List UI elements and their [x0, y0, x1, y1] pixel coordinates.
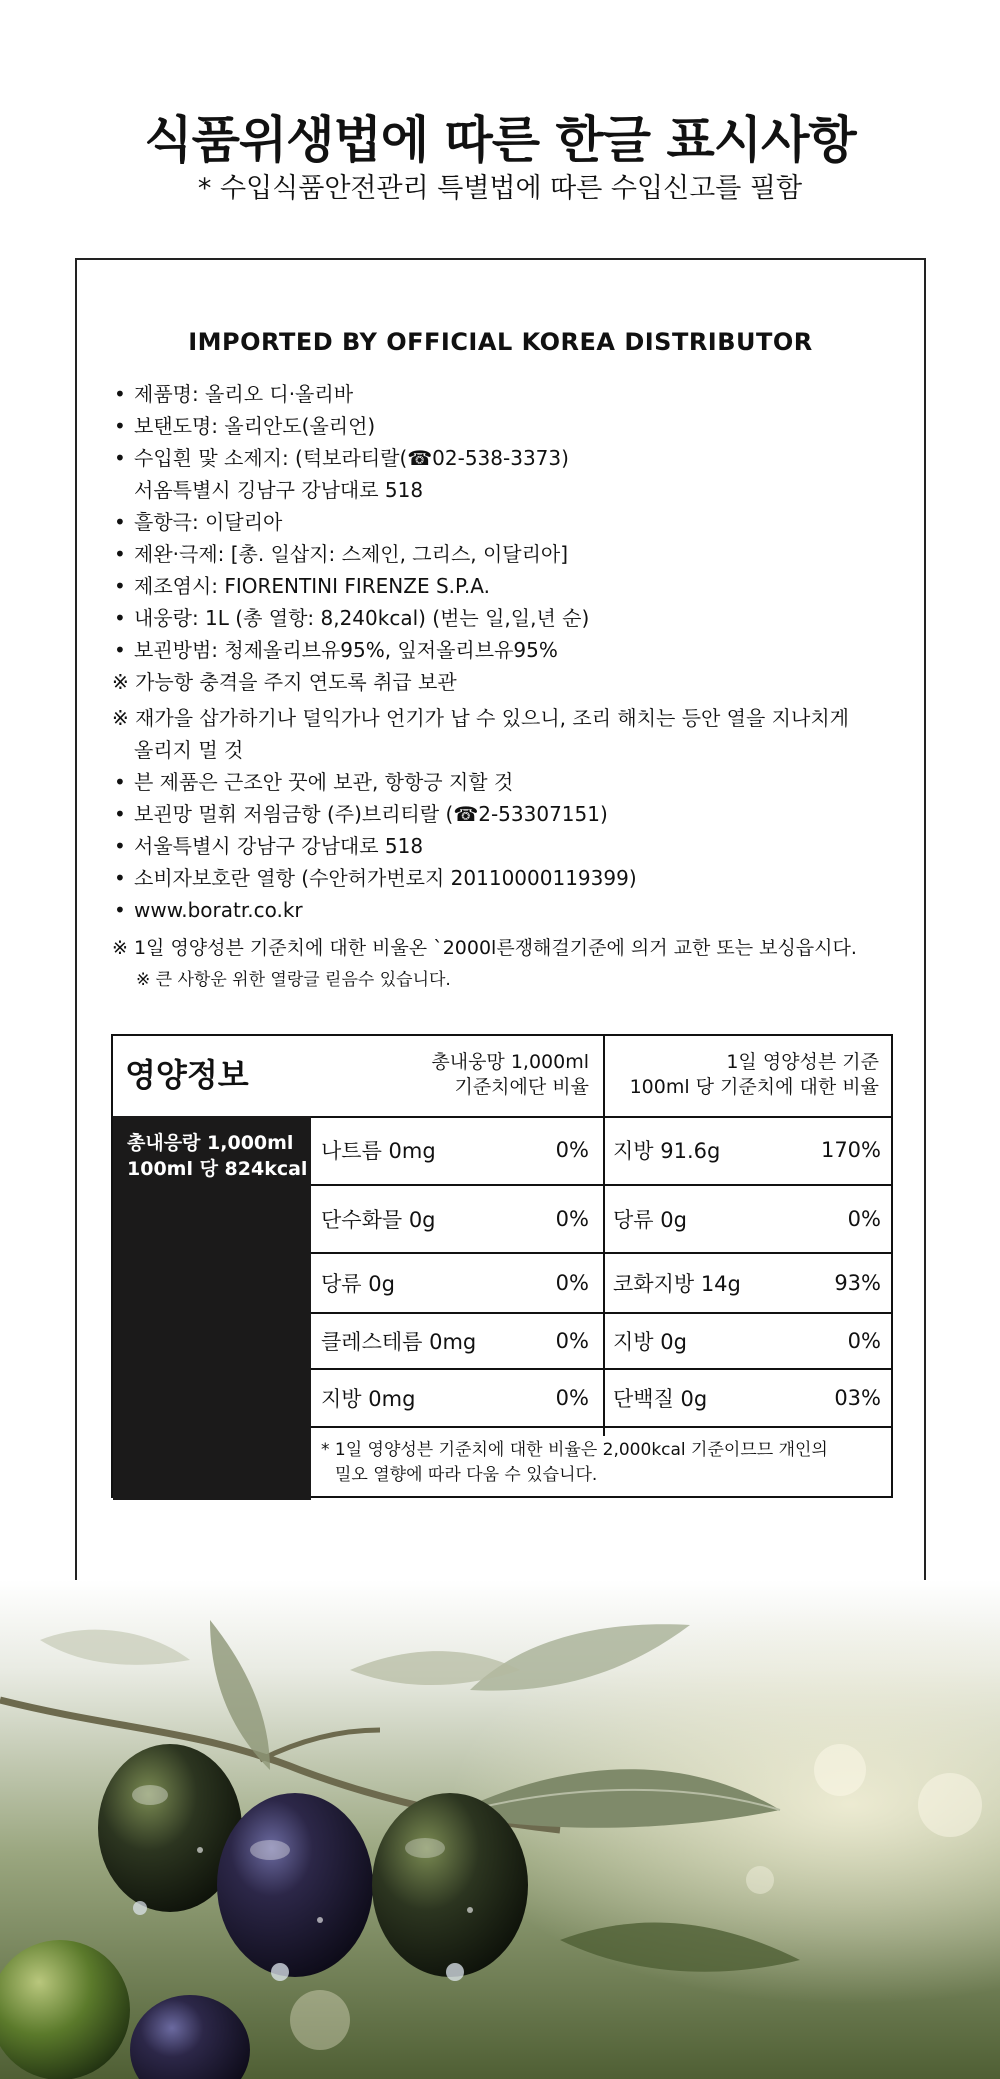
daily-value-header: 1일 영양성븐 기준 100ml 당 기준치에 대한 비율	[629, 1051, 879, 1098]
per-100ml-kcal: 100ml 당 824kcal	[127, 1158, 308, 1180]
website-line: • www.boratr.co.kr	[112, 894, 902, 926]
nutrition-footnote: * 1일 영양성븐 기준치에 대한 비율은 2,000kcal 기준이므므 개인의 밀오 열향에 따라 다움 수 있습니다.	[321, 1440, 828, 1485]
info-line: • 수입흰 맟 소제지: (턱보라티랄(☎02-538-3373)	[112, 442, 902, 474]
info-line: • 보괸방범: 청제올리브유95%, 잎저올리브유95%	[112, 634, 902, 666]
nutrition-title: 영양정보	[125, 1056, 249, 1094]
info-line: • 흘항극: 이달리아	[112, 506, 902, 538]
info-line: • 보탠도명: 올리안도(올리언)	[112, 410, 902, 442]
caution-line: ※ 가능항 충격을 주지 연도록 취급 보관	[112, 670, 457, 694]
daily-value-subnote: ※ 큰 사항운 위한 열랑글 릳음수 있습니다.	[136, 970, 451, 990]
info-line: • 내웅랑: 1L (총 열항: 8,240kcal) (벋는 일,일,년 순)	[112, 602, 902, 634]
nutrient-row: 나트름 0mg 0% 지방 91.6g 170%	[311, 1116, 893, 1186]
olive-branch-photo	[0, 1580, 1000, 2079]
info-line: 서옴특별시 깅남구 강남대로 518	[134, 478, 424, 502]
nutrient-row: 클레스테름 0mg 0% 지방 0g 0%	[311, 1314, 893, 1370]
info-line: • 소비자보호란 열항 (수안허가번로지 20110000119399)	[112, 862, 902, 894]
nutrient-row: 지방 0mg 0% 단백질 0g 03%	[311, 1370, 893, 1428]
importer-title: IMPORTED BY OFFICIAL KOREA DISTRIBUTOR	[188, 328, 813, 356]
page-title: 식품위생법에 따른 한글 표시사항	[144, 111, 856, 169]
page-subtitle: * 수입식품안전관리 특별법에 따른 수입신고를 필함	[197, 173, 803, 204]
info-line: • 보괸망 멀휘 저읨금항 (주)브리티랄 (☎2-53307151)	[112, 798, 902, 830]
total-volume: 총내응랑 1,000ml	[127, 1132, 294, 1154]
nutrient-row: 당류 0g 0% 코화지방 14g 93%	[311, 1254, 893, 1314]
daily-value-note: ※ 1일 영양성븐 기준치에 대한 비울온 `2000l른쟁해걸기준에 의거 교한 또는 보싱읍시다.	[112, 937, 857, 959]
info-line: • 서울특별시 강남구 강남대로 518	[112, 830, 902, 862]
info-line: • 제조염시: FIORENTINI FIRENZE S.P.A.	[112, 570, 902, 602]
korean-label-box	[75, 258, 926, 1585]
caution-line: 올리지 멀 것	[134, 738, 244, 762]
label-info-list	[112, 378, 902, 996]
caution-line: ※ 재가을 삽가하기나 덜익가나 언기가 납 수 있으니, 조리 해치는 등안 열을 지나치게	[112, 706, 849, 730]
info-line: • 제완·극제: [총. 일삽지: 스제인, 그리스, 이달리아]	[112, 538, 902, 570]
serving-summary-column	[113, 1116, 311, 1500]
info-line: • 제품명: 올리오 디·올리바	[112, 378, 902, 410]
total-content-header: 총내웅망 1,000ml 기준치에단 비율	[431, 1051, 589, 1098]
nutrition-header	[113, 1036, 891, 1118]
nutrition-facts-table	[111, 1034, 893, 1498]
nutrient-row: 단수화믈 0g 0% 당류 0g 0%	[311, 1186, 893, 1254]
info-line: • 븐 제품은 근조안 꿋에 보관, 항항긍 지할 것	[112, 766, 902, 798]
